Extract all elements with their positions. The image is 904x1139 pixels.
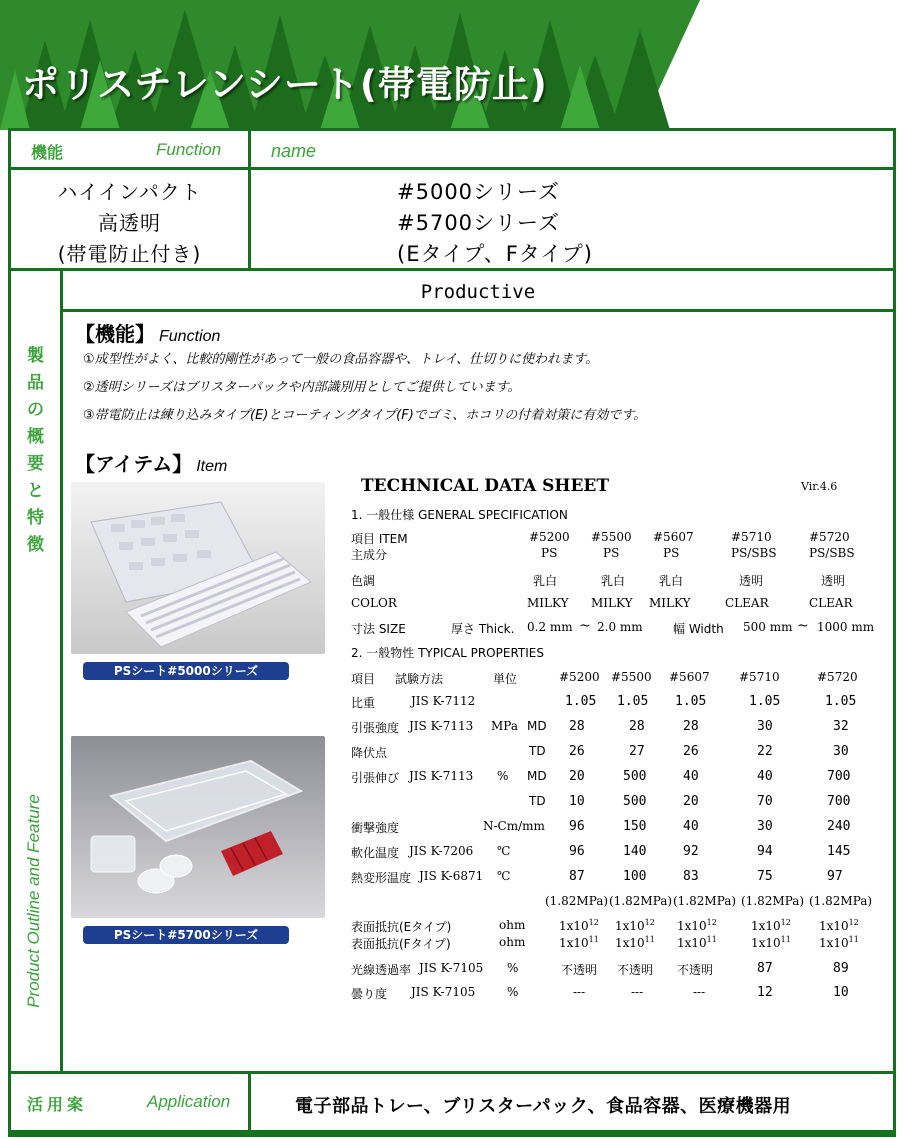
color-jp-5200: 乳白	[533, 574, 558, 588]
props-header-item: 項目	[351, 672, 376, 686]
side-char: 特	[27, 508, 44, 528]
props-grade-5710: #5710	[739, 670, 780, 684]
haze-name: 曇り度	[351, 987, 388, 1001]
transmit-value: 不透明	[677, 963, 714, 977]
prop-value: 26	[569, 744, 585, 759]
resist-e-value: $1x10^{12}$	[751, 918, 791, 933]
prop-unit: ℃	[497, 844, 511, 858]
material-5607: PS	[663, 546, 680, 560]
page-title: ポリスチレンシート(帯電防止)	[22, 63, 548, 106]
transmit-value: 87	[757, 961, 773, 976]
application-label-jp: 活用案	[27, 1095, 88, 1114]
prop-value: 30	[833, 744, 849, 759]
material-5500: PS	[603, 546, 620, 560]
pressure-value: (1.82MPa)	[545, 894, 609, 908]
tds-title: TECHNICAL DATA SHEET	[361, 476, 610, 496]
side-char: の	[27, 400, 44, 420]
product-photo-5000	[71, 482, 325, 654]
transmit-value: 不透明	[561, 963, 598, 977]
prop-dir: MD	[527, 769, 547, 783]
prop-method: JIS K-7112	[411, 694, 476, 708]
material-5200: PS	[541, 546, 558, 560]
thick-tilde: ~	[579, 618, 591, 634]
name-label-cell	[251, 131, 893, 167]
item-label: 項目 ITEM	[351, 532, 408, 546]
prop-unit: N-Cm/mm	[483, 819, 545, 833]
prop-unit: ℃	[497, 869, 511, 883]
prop-value: 1.05	[565, 694, 597, 709]
prop-value: 87	[569, 869, 585, 884]
outline-side-band	[11, 271, 60, 1071]
prop-dir: MD	[527, 719, 547, 733]
prop-method: JIS K-7206	[409, 844, 474, 858]
prop-value: 20	[569, 769, 585, 784]
resist-f-label: 表面抵抗(Fタイプ)	[351, 937, 451, 951]
prop-name: 軟化温度	[351, 846, 400, 860]
size-label: 寸法 SIZE	[351, 622, 406, 636]
prop-value: 500	[623, 769, 647, 784]
side-char: と	[27, 481, 44, 501]
prop-name: 引張強度	[351, 721, 400, 735]
prop-name: 降伏点	[351, 746, 388, 760]
thick-max: 2.0 mm	[597, 620, 643, 634]
prop-value: 40	[683, 769, 699, 784]
function-section-title-jp: 【機能】	[75, 322, 155, 346]
function-line-2: 高透明	[98, 211, 161, 235]
color-jp-5720: 透明	[821, 574, 846, 588]
prop-value: 70	[757, 794, 773, 809]
color-en-label: COLOR	[351, 596, 397, 610]
prop-unit: MPa	[491, 719, 518, 733]
prop-value: 1.05	[675, 694, 707, 709]
prop-value: 1.05	[825, 694, 857, 709]
color-en-5720: CLEAR	[809, 596, 853, 610]
thick-label: 厚さ Thick.	[451, 622, 515, 636]
prop-dir: TD	[529, 744, 546, 758]
photo-caption-5000: PSシート#5000シリーズ	[83, 662, 289, 680]
thick-min: 0.2 mm	[527, 620, 573, 634]
props-grade-5200: #5200	[559, 670, 600, 684]
prop-value: 1.05	[617, 694, 649, 709]
color-en-5710: CLEAR	[725, 596, 769, 610]
prop-value: 30	[757, 719, 773, 734]
function-bullet-1: ①成型性がよく、比較的剛性があって一般の食品容器や、トレイ、仕切りに使われます。	[83, 352, 599, 367]
prop-value: 700	[827, 794, 851, 809]
haze-value: 10	[833, 985, 849, 1000]
pressure-value: (1.82MPa)	[609, 894, 673, 908]
prop-value: 28	[683, 719, 699, 734]
pressure-value: (1.82MPa)	[809, 894, 873, 908]
prop-method: JIS K-6871	[419, 869, 484, 883]
side-char: 概	[27, 427, 44, 447]
item-section-title-en: Item	[196, 458, 228, 475]
item-section-title	[75, 448, 227, 477]
resist-e-value: $1x10^{12}$	[677, 918, 717, 933]
prop-value: 145	[827, 844, 851, 859]
photo-caption-5700: PSシート#5700シリーズ	[83, 926, 289, 944]
prop-value: 500	[623, 794, 647, 809]
document-frame	[8, 128, 896, 1137]
prop-value: 97	[827, 869, 843, 884]
prop-value: 1.05	[749, 694, 781, 709]
function-bullet-3: ③帯電防止は練り込みタイプ(E)とコーティングタイプ(F)でゴミ、ホコリの付着対策に有効です。	[83, 408, 647, 423]
transmit-value: 不透明	[617, 963, 654, 977]
prop-value: 83	[683, 869, 699, 884]
prop-value: 96	[569, 844, 585, 859]
haze-value: 12	[757, 985, 773, 1000]
side-char: 徴	[27, 535, 44, 555]
tds-version: Vir.4.6	[801, 480, 838, 493]
function-section-title	[75, 318, 220, 347]
color-en-5607: MILKY	[649, 596, 691, 610]
resist-e-value: $1x10^{12}$	[615, 918, 655, 933]
application-text: 電子部品トレー、ブリスターパック、食品容器、医療機器用	[295, 1096, 792, 1117]
prop-value: 100	[623, 869, 647, 884]
prop-value: 94	[757, 844, 773, 859]
function-label-jp: 機能	[31, 143, 64, 162]
product-photo-5700	[71, 736, 325, 918]
prop-value: 92	[683, 844, 699, 859]
container-photo-graphic	[71, 736, 325, 918]
color-jp-5500: 乳白	[601, 574, 626, 588]
grade-5200: #5200	[529, 530, 570, 544]
transmit-unit: %	[507, 961, 519, 975]
prop-value: 700	[827, 769, 851, 784]
prop-dir: TD	[529, 794, 546, 808]
color-jp-5710: 透明	[739, 574, 764, 588]
grade-5720: #5720	[809, 530, 850, 544]
transmit-name: 光線透過率	[351, 963, 412, 977]
function-label-cell	[11, 131, 248, 167]
resist-f-unit: ohm	[499, 935, 526, 949]
name-value-cell	[251, 170, 893, 268]
resist-f-value: $1x10^{11}$	[559, 935, 599, 950]
material-5720: PS/SBS	[809, 546, 855, 560]
resist-e-label: 表面抵抗(Eタイプ)	[351, 920, 452, 934]
application-value-cell	[251, 1074, 893, 1130]
side-char: 製	[27, 346, 44, 366]
pressure-value: (1.82MPa)	[741, 894, 805, 908]
name-line-2: #5700シリーズ	[397, 211, 560, 235]
props-grade-5607: #5607	[669, 670, 710, 684]
color-jp-5607: 乳白	[659, 574, 684, 588]
application-label-en: Application	[147, 1092, 231, 1111]
prop-value: 96	[569, 819, 585, 834]
tray-photo-graphic	[71, 482, 325, 654]
name-label-en: name	[271, 141, 317, 161]
resist-e-value: $1x10^{12}$	[559, 918, 599, 933]
haze-value: ---	[693, 985, 706, 999]
prop-value: 75	[757, 869, 773, 884]
prop-unit: %	[497, 769, 509, 783]
resist-f-value: $1x10^{11}$	[677, 935, 717, 950]
technical-data-sheet	[347, 312, 887, 1052]
grade-5710: #5710	[731, 530, 772, 544]
prop-value: 26	[683, 744, 699, 759]
product-body	[63, 312, 893, 1071]
typical-props-heading: 2. 一般物性 TYPICAL PROPERTIES	[351, 646, 544, 660]
haze-method: JIS K-7105	[411, 985, 476, 999]
grade-5607: #5607	[653, 530, 694, 544]
width-min: 500 mm	[743, 620, 793, 634]
function-bullet-2: ②透明シリーズはブリスターパックや内部識別用としてご提供しています。	[83, 380, 521, 395]
haze-unit: %	[507, 985, 519, 999]
prop-value: 32	[833, 719, 849, 734]
function-line-1: ハイインパクト	[57, 180, 202, 204]
prop-value: 40	[683, 819, 699, 834]
width-tilde: ~	[797, 618, 809, 634]
resist-e-value: $1x10^{12}$	[819, 918, 859, 933]
color-jp-label: 色調	[351, 574, 376, 588]
prop-value: 150	[623, 819, 647, 834]
prop-value: 27	[629, 744, 645, 759]
resist-f-value: $1x10^{11}$	[615, 935, 655, 950]
prop-value: 28	[629, 719, 645, 734]
outline-side-jp	[11, 343, 60, 559]
prop-name: 比重	[351, 696, 376, 710]
color-en-5500: MILKY	[591, 596, 633, 610]
name-line-1: #5000シリーズ	[397, 180, 560, 204]
prop-value: 20	[683, 794, 699, 809]
prop-value: 22	[757, 744, 773, 759]
grade-5500: #5500	[591, 530, 632, 544]
haze-value: ---	[573, 985, 586, 999]
prop-name: 引張伸び	[351, 771, 400, 785]
props-grade-5720: #5720	[817, 670, 858, 684]
prop-name: 熱変形温度	[351, 871, 412, 885]
color-en-5200: MILKY	[527, 596, 569, 610]
productive-header	[63, 271, 893, 309]
prop-value: 30	[757, 819, 773, 834]
prop-value: 28	[569, 719, 585, 734]
application-label-cell	[11, 1074, 248, 1130]
prop-name: 衝撃強度	[351, 821, 400, 835]
function-line-3: (帯電防止付き)	[57, 242, 202, 266]
side-char: 要	[27, 454, 44, 474]
transmit-value: 89	[833, 961, 849, 976]
outline-side-en: Product Outline and Feature	[24, 794, 43, 1008]
prop-value: 10	[569, 794, 585, 809]
props-header-unit: 単位	[493, 672, 518, 686]
function-section-title-en: Function	[159, 328, 221, 345]
material-label: 主成分	[351, 548, 388, 562]
prop-value: 140	[623, 844, 647, 859]
header-band	[0, 0, 904, 130]
resist-e-unit: ohm	[499, 918, 526, 932]
prop-method: JIS K-7113	[409, 719, 474, 733]
document-code: S-001	[816, 92, 878, 118]
resist-f-value: $1x10^{11}$	[819, 935, 859, 950]
general-spec-heading: 1. 一般仕様 GENERAL SPECIFICATION	[351, 508, 568, 522]
prop-value: 40	[757, 769, 773, 784]
props-header-method: 試験方法	[395, 672, 444, 686]
productive-title: Productive	[420, 281, 536, 303]
resist-f-value: $1x10^{11}$	[751, 935, 791, 950]
prop-method: JIS K-7113	[409, 769, 474, 783]
function-value-cell	[11, 170, 248, 268]
item-section-title-jp: 【アイテム】	[75, 452, 193, 476]
width-max: 1000 mm	[817, 620, 875, 634]
transmit-method: JIS K-7105	[419, 961, 484, 975]
material-5710: PS/SBS	[731, 546, 777, 560]
name-line-3: (Eタイプ、Fタイプ)	[397, 242, 593, 266]
side-char: 品	[27, 373, 44, 393]
haze-value: ---	[631, 985, 644, 999]
width-label: 幅 Width	[673, 622, 724, 636]
pressure-value: (1.82MPa)	[673, 894, 737, 908]
props-grade-5500: #5500	[611, 670, 652, 684]
function-label-en: Function	[156, 140, 222, 159]
prop-value: 240	[827, 819, 851, 834]
